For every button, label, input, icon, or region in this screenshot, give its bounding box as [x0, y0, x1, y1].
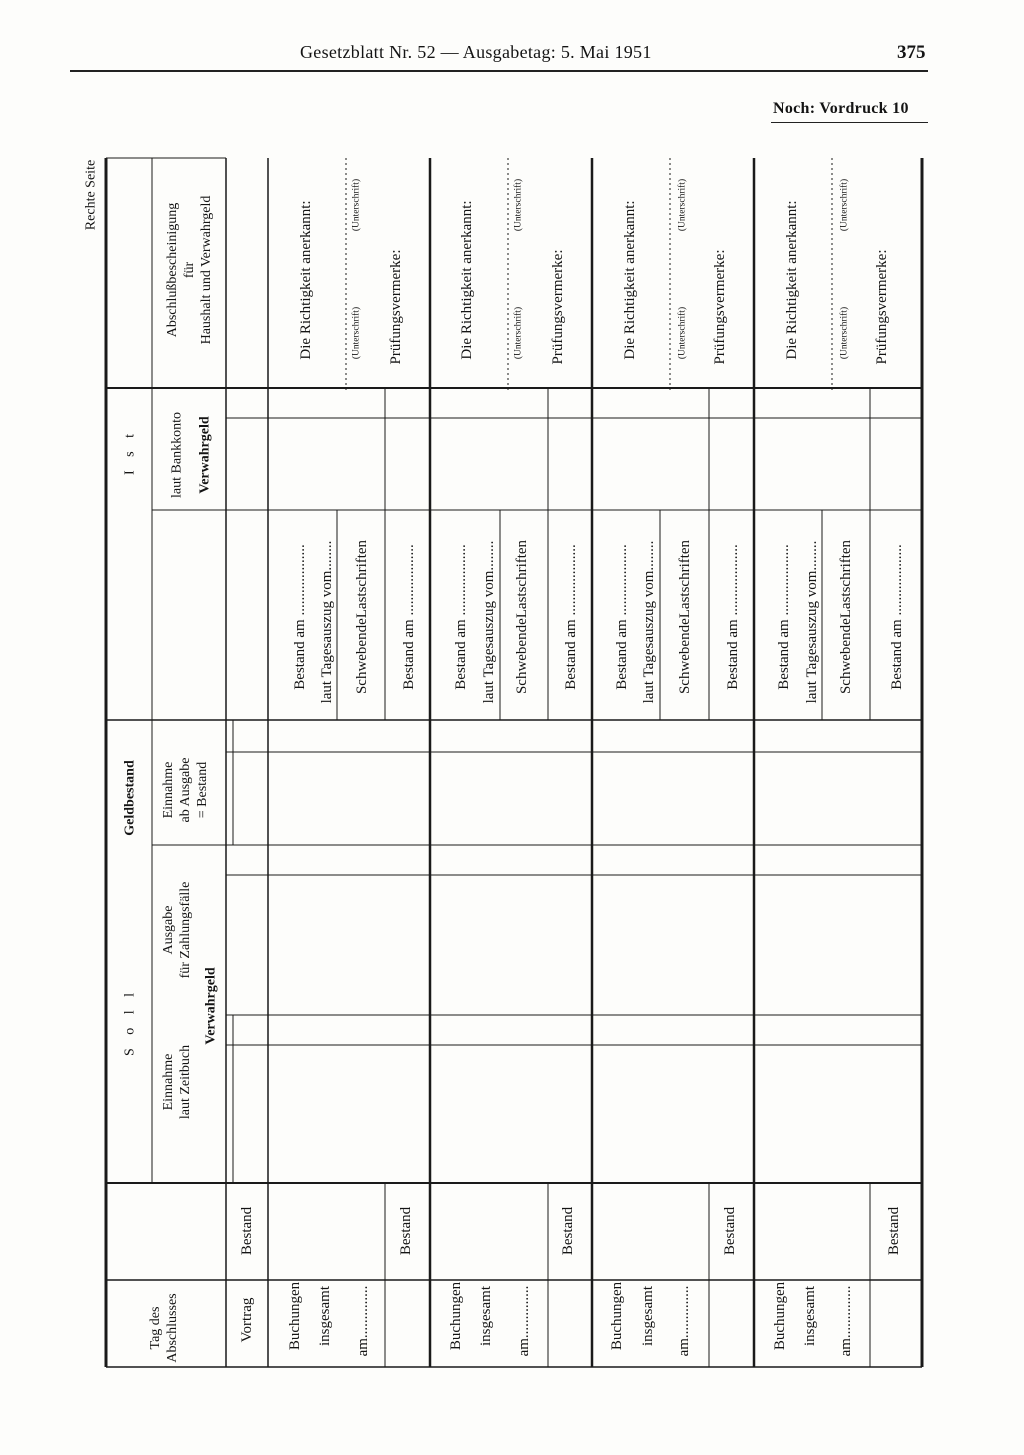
- group-1-bestand-am: Bestand am ...................: [292, 544, 308, 690]
- page-header-title: Gesetzblatt Nr. 52 — Ausgabetag: 5. Mai 1951: [300, 42, 652, 62]
- group-3-schwebende-lastschriften: SchwebendeLastschriften: [677, 539, 693, 695]
- group-2-richtigkeit-anerkannt: Die Richtigkeit anerkannt:: [459, 200, 475, 360]
- group-3-bestand-am: Bestand am ...................: [614, 544, 630, 690]
- group-2-tagesauszug: laut Tagesauszug vom........: [481, 540, 497, 704]
- col-header-soll-einnahme: Einnahme laut Zeitbuch: [161, 1044, 193, 1120]
- group-3-insgesamt: insgesamt: [640, 1286, 656, 1346]
- side-label: Rechte Seite: [83, 159, 99, 231]
- group-2-am-date: am..............: [516, 1285, 532, 1357]
- form-continuation-label: Noch: Vordruck 10: [773, 100, 909, 117]
- group-1-buchungen: Buchungen: [287, 1281, 303, 1351]
- group-1-unterschrift-1: (Unterschrift): [351, 306, 362, 360]
- group-4-am-date: am..............: [838, 1285, 854, 1357]
- group-3-bestand-am-2: Bestand am ...................: [725, 544, 741, 690]
- group-1-schwebende-lastschriften: SchwebendeLastschriften: [354, 539, 370, 695]
- group-2-schwebende-lastschriften: SchwebendeLastschriften: [514, 539, 530, 695]
- page-number: 375: [897, 42, 926, 63]
- group-1-tagesauszug: laut Tagesauszug vom........: [319, 540, 335, 704]
- group-3-bestand: Bestand: [722, 1206, 738, 1256]
- group-3-buchungen: Buchungen: [609, 1281, 625, 1351]
- group-2-buchungen: Buchungen: [448, 1281, 464, 1351]
- group-4-schwebende-lastschriften: SchwebendeLastschriften: [838, 539, 854, 695]
- group-3-unterschrift-2: (Unterschrift): [677, 178, 688, 232]
- group-3-richtigkeit-anerkannt: Die Richtigkeit anerkannt:: [622, 200, 638, 360]
- group-4-tagesauszug: laut Tagesauszug vom........: [804, 540, 820, 704]
- group-2-insgesamt: insgesamt: [478, 1286, 494, 1346]
- group-4-richtigkeit-anerkannt: Die Richtigkeit anerkannt:: [784, 200, 800, 360]
- group-4-bestand: Bestand: [886, 1206, 902, 1256]
- col-header-soll-verwahrgeld: Verwahrgeld: [203, 967, 219, 1045]
- group-1-bestand-am-2: Bestand am ...................: [401, 544, 417, 690]
- group-3-am-date: am..............: [676, 1285, 692, 1357]
- group-3-pruefungsvermerke: Prüfungsvermerke:: [712, 249, 728, 365]
- row-vortrag-label: Vortrag: [239, 1297, 255, 1343]
- col-header-geldbestand: Geldbestand: [122, 760, 138, 836]
- row-vortrag-bestand: Bestand: [239, 1206, 255, 1256]
- group-2-bestand: Bestand: [560, 1206, 576, 1256]
- group-2-unterschrift-1: (Unterschrift): [513, 306, 524, 360]
- group-1-insgesamt: insgesamt: [317, 1286, 333, 1346]
- col-header-ist-verwahrgeld: Verwahrgeld: [197, 416, 213, 494]
- col-header-abschlussbescheinigung: Abschlußbescheinigung für Haushalt und Verwahrgeld: [164, 195, 214, 345]
- col-header-ist: I s t: [122, 429, 138, 475]
- group-2-bestand-am-2: Bestand am ...................: [563, 544, 579, 690]
- group-1-pruefungsvermerke: Prüfungsvermerke:: [388, 249, 404, 365]
- group-1-richtigkeit-anerkannt: Die Richtigkeit anerkannt:: [298, 200, 314, 360]
- group-4-bestand-am-2: Bestand am ...................: [889, 544, 905, 690]
- group-3-unterschrift-1: (Unterschrift): [677, 306, 688, 360]
- group-1-am-date: am..............: [355, 1285, 371, 1357]
- group-2-unterschrift-2: (Unterschrift): [513, 178, 524, 232]
- col-header-geldbestand-formel: Einnahme ab Ausgabe = Bestand: [160, 757, 210, 823]
- group-4-pruefungsvermerke: Prüfungsvermerke:: [874, 249, 890, 365]
- group-4-unterschrift-2: (Unterschrift): [839, 178, 850, 232]
- group-1-bestand: Bestand: [398, 1206, 414, 1256]
- group-3-tagesauszug: laut Tagesauszug vom........: [641, 540, 657, 704]
- group-4-bestand-am: Bestand am ...................: [776, 544, 792, 690]
- group-1-unterschrift-2: (Unterschrift): [351, 178, 362, 232]
- col-header-tag-des-abschlusses: Tag des Abschlusses: [148, 1293, 180, 1363]
- col-header-soll-ausgabe: Ausgabe für Zahlungsfälle: [161, 881, 193, 979]
- group-4-unterschrift-1: (Unterschrift): [839, 306, 850, 360]
- col-header-ist-bankkonto: laut Bankkonto: [169, 412, 185, 498]
- group-2-pruefungsvermerke: Prüfungsvermerke:: [550, 249, 566, 365]
- group-4-insgesamt: insgesamt: [802, 1286, 818, 1346]
- group-4-buchungen: Buchungen: [772, 1281, 788, 1351]
- col-header-soll: S o l l: [122, 987, 138, 1057]
- group-2-bestand-am: Bestand am ...................: [453, 544, 469, 690]
